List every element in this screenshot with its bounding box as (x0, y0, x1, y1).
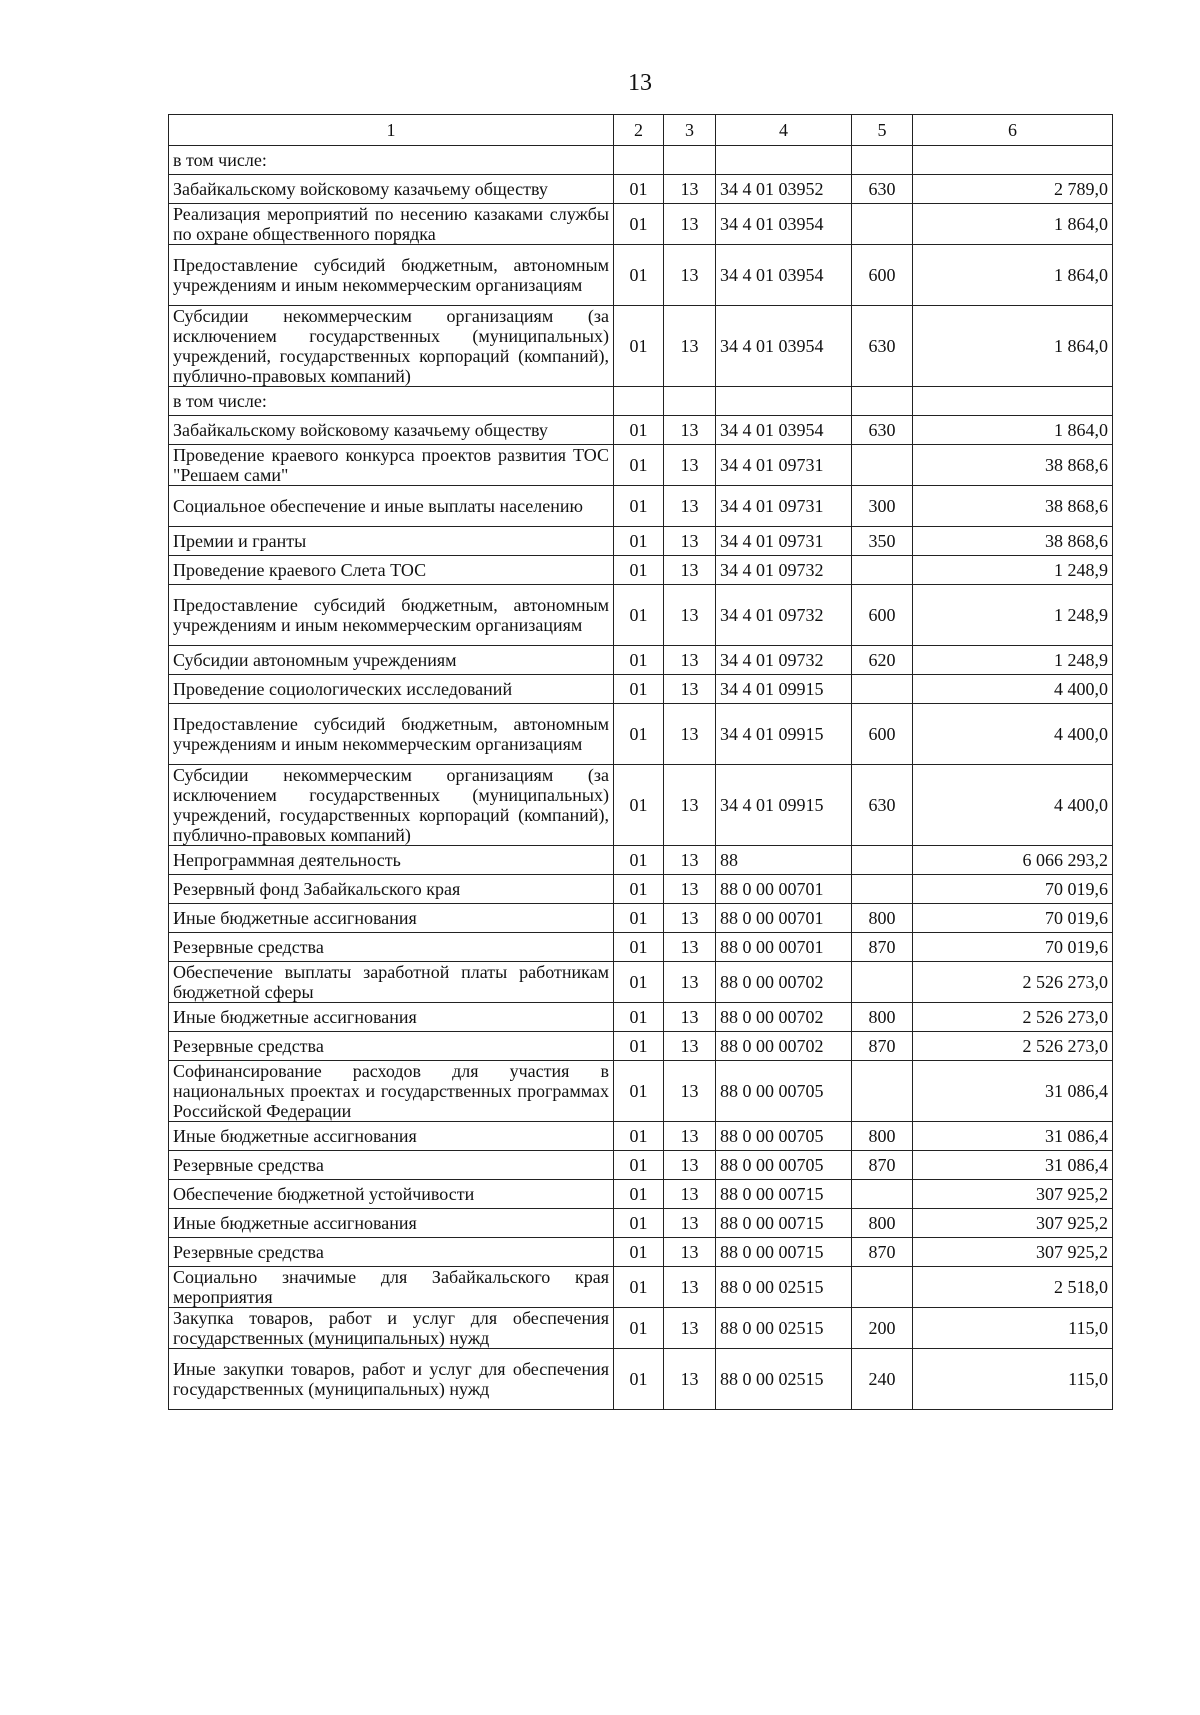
table-row (169, 846, 1113, 875)
table-row (169, 1032, 1113, 1061)
row-name-cell: Социальное обеспечение и иные выплаты населению (169, 486, 614, 527)
row-amount-cell: 31 086,4 (913, 1151, 1113, 1180)
row-section-cell: 01 (614, 1308, 664, 1349)
row-subsection-cell: 13 (664, 1122, 716, 1151)
table-row (169, 962, 1113, 1003)
row-subsection-cell: 13 (664, 486, 716, 527)
row-target-article-cell: 88 0 00 00705 (716, 1061, 852, 1122)
row-name-cell: в том числе: (169, 387, 614, 416)
row-expense-type-cell: 600 (852, 704, 913, 765)
row-expense-type-cell: 200 (852, 1308, 913, 1349)
table-row (169, 875, 1113, 904)
row-expense-type-cell (852, 387, 913, 416)
row-amount-cell: 2 789,0 (913, 175, 1113, 204)
header-col-1: 1 (169, 115, 614, 146)
row-name-cell: в том числе: (169, 146, 614, 175)
row-subsection-cell: 13 (664, 1267, 716, 1308)
table-row (169, 1122, 1113, 1151)
header-col-2: 2 (614, 115, 664, 146)
table-row (169, 1180, 1113, 1209)
row-target-article-cell: 34 4 01 09731 (716, 527, 852, 556)
row-subsection-cell: 13 (664, 1349, 716, 1410)
row-section-cell: 01 (614, 765, 664, 846)
row-amount-cell: 38 868,6 (913, 445, 1113, 486)
row-section-cell: 01 (614, 646, 664, 675)
header-col-4: 4 (716, 115, 852, 146)
row-expense-type-cell (852, 846, 913, 875)
row-amount-cell: 2 518,0 (913, 1267, 1113, 1308)
row-name-cell: Предоставление субсидий бюджетным, автономным учреждениям и иным некоммерческим организациям (169, 585, 614, 646)
row-target-article-cell: 88 0 00 00715 (716, 1180, 852, 1209)
row-name-cell: Резервный фонд Забайкальского края (169, 875, 614, 904)
row-section-cell: 01 (614, 675, 664, 704)
row-amount-cell: 2 526 273,0 (913, 962, 1113, 1003)
table-row (169, 675, 1113, 704)
row-target-article-cell: 88 0 00 00702 (716, 962, 852, 1003)
row-expense-type-cell (852, 556, 913, 585)
row-subsection-cell: 13 (664, 1061, 716, 1122)
row-name-cell: Закупка товаров, работ и услуг для обеспечения государственных (муниципальных) нужд (169, 1308, 614, 1349)
row-section-cell: 01 (614, 445, 664, 486)
row-expense-type-cell: 240 (852, 1349, 913, 1410)
row-section-cell: 01 (614, 1003, 664, 1032)
row-section-cell: 01 (614, 933, 664, 962)
row-subsection-cell: 13 (664, 416, 716, 445)
row-target-article-cell: 34 4 01 03954 (716, 416, 852, 445)
row-subsection-cell: 13 (664, 556, 716, 585)
row-amount-cell: 70 019,6 (913, 875, 1113, 904)
row-expense-type-cell (852, 675, 913, 704)
row-section-cell: 01 (614, 1122, 664, 1151)
row-target-article-cell: 88 0 00 00701 (716, 933, 852, 962)
table-row (169, 933, 1113, 962)
table-row (169, 204, 1113, 245)
row-section-cell: 01 (614, 416, 664, 445)
row-section-cell: 01 (614, 875, 664, 904)
row-expense-type-cell (852, 204, 913, 245)
row-amount-cell: 38 868,6 (913, 486, 1113, 527)
row-target-article-cell: 34 4 01 03954 (716, 306, 852, 387)
row-target-article-cell: 88 0 00 02515 (716, 1267, 852, 1308)
table-row (169, 904, 1113, 933)
table-row (169, 1349, 1113, 1410)
table-row (169, 245, 1113, 306)
row-subsection-cell: 13 (664, 875, 716, 904)
row-name-cell: Субсидии некоммерческим организациям (за исключением государственных (муниципальных) учреждений, государственных корпораций (компаний), публично-правовых компаний) (169, 765, 614, 846)
row-name-cell: Проведение социологических исследований (169, 675, 614, 704)
row-target-article-cell (716, 146, 852, 175)
table-row (169, 416, 1113, 445)
row-expense-type-cell (852, 1180, 913, 1209)
row-subsection-cell (664, 146, 716, 175)
row-name-cell: Иные бюджетные ассигнования (169, 1122, 614, 1151)
row-amount-cell: 1 864,0 (913, 416, 1113, 445)
row-subsection-cell: 13 (664, 704, 716, 765)
row-section-cell: 01 (614, 1180, 664, 1209)
row-section-cell: 01 (614, 904, 664, 933)
row-target-article-cell: 34 4 01 09732 (716, 585, 852, 646)
row-subsection-cell: 13 (664, 1032, 716, 1061)
table-row (169, 556, 1113, 585)
row-target-article-cell: 34 4 01 09915 (716, 675, 852, 704)
row-amount-cell: 115,0 (913, 1308, 1113, 1349)
row-name-cell: Резервные средства (169, 933, 614, 962)
row-target-article-cell: 88 0 00 00715 (716, 1209, 852, 1238)
row-section-cell: 01 (614, 306, 664, 387)
row-target-article-cell: 88 (716, 846, 852, 875)
row-section-cell: 01 (614, 175, 664, 204)
row-target-article-cell: 88 0 00 00715 (716, 1238, 852, 1267)
row-amount-cell: 307 925,2 (913, 1209, 1113, 1238)
row-subsection-cell: 13 (664, 245, 716, 306)
row-expense-type-cell: 620 (852, 646, 913, 675)
row-amount-cell: 70 019,6 (913, 904, 1113, 933)
row-expense-type-cell: 630 (852, 306, 913, 387)
row-expense-type-cell: 800 (852, 1209, 913, 1238)
row-subsection-cell: 13 (664, 306, 716, 387)
row-subsection-cell: 13 (664, 1003, 716, 1032)
table-row (169, 1209, 1113, 1238)
row-section-cell: 01 (614, 1209, 664, 1238)
table-header (169, 115, 1113, 146)
row-target-article-cell: 34 4 01 09732 (716, 556, 852, 585)
row-expense-type-cell: 870 (852, 1032, 913, 1061)
row-expense-type-cell: 630 (852, 175, 913, 204)
row-target-article-cell: 34 4 01 09731 (716, 445, 852, 486)
row-amount-cell: 38 868,6 (913, 527, 1113, 556)
row-subsection-cell: 13 (664, 846, 716, 875)
table-row (169, 704, 1113, 765)
row-expense-type-cell: 350 (852, 527, 913, 556)
table-row (169, 1003, 1113, 1032)
row-expense-type-cell (852, 962, 913, 1003)
row-expense-type-cell: 600 (852, 585, 913, 646)
row-section-cell: 01 (614, 1151, 664, 1180)
table-row (169, 306, 1113, 387)
budget-table (168, 114, 1113, 1410)
row-subsection-cell: 13 (664, 1308, 716, 1349)
row-name-cell: Иные бюджетные ассигнования (169, 1003, 614, 1032)
row-amount-cell: 115,0 (913, 1349, 1113, 1410)
row-subsection-cell: 13 (664, 904, 716, 933)
row-amount-cell: 1 248,9 (913, 585, 1113, 646)
row-amount-cell (913, 146, 1113, 175)
row-target-article-cell: 34 4 01 09915 (716, 765, 852, 846)
row-amount-cell (913, 387, 1113, 416)
row-amount-cell: 1 248,9 (913, 556, 1113, 585)
header-col-5: 5 (852, 115, 913, 146)
row-subsection-cell: 13 (664, 1180, 716, 1209)
table-body (169, 146, 1113, 1410)
row-expense-type-cell (852, 875, 913, 904)
row-target-article-cell: 88 0 00 00702 (716, 1003, 852, 1032)
row-amount-cell: 1 864,0 (913, 204, 1113, 245)
row-expense-type-cell: 870 (852, 1151, 913, 1180)
row-amount-cell: 31 086,4 (913, 1061, 1113, 1122)
row-name-cell: Резервные средства (169, 1238, 614, 1267)
table-row (169, 146, 1113, 175)
table-row (169, 175, 1113, 204)
row-amount-cell: 1 248,9 (913, 646, 1113, 675)
row-target-article-cell: 88 0 00 02515 (716, 1349, 852, 1410)
row-name-cell: Субсидии некоммерческим организациям (за исключением государственных (муниципальных) учреждений, государственных корпораций (компаний), публично-правовых компаний) (169, 306, 614, 387)
row-name-cell: Софинансирование расходов для участия в национальных проектах и государственных программах Российской Федерации (169, 1061, 614, 1122)
row-section-cell: 01 (614, 846, 664, 875)
row-section-cell: 01 (614, 527, 664, 556)
row-subsection-cell: 13 (664, 1209, 716, 1238)
page-number: 13 (628, 70, 652, 96)
row-expense-type-cell: 800 (852, 1003, 913, 1032)
row-section-cell (614, 146, 664, 175)
table-row (169, 445, 1113, 486)
row-subsection-cell: 13 (664, 675, 716, 704)
row-target-article-cell: 34 4 01 03952 (716, 175, 852, 204)
row-amount-cell: 307 925,2 (913, 1180, 1113, 1209)
row-target-article-cell: 88 0 00 00702 (716, 1032, 852, 1061)
row-target-article-cell: 88 0 00 00705 (716, 1122, 852, 1151)
row-subsection-cell: 13 (664, 175, 716, 204)
row-name-cell: Субсидии автономным учреждениям (169, 646, 614, 675)
row-expense-type-cell: 800 (852, 1122, 913, 1151)
row-expense-type-cell: 800 (852, 904, 913, 933)
row-expense-type-cell (852, 1267, 913, 1308)
row-name-cell: Резервные средства (169, 1032, 614, 1061)
row-amount-cell: 6 066 293,2 (913, 846, 1113, 875)
row-name-cell: Резервные средства (169, 1151, 614, 1180)
row-target-article-cell: 34 4 01 03954 (716, 245, 852, 306)
row-subsection-cell (664, 387, 716, 416)
row-expense-type-cell: 300 (852, 486, 913, 527)
row-section-cell: 01 (614, 585, 664, 646)
row-subsection-cell: 13 (664, 445, 716, 486)
table-row (169, 1267, 1113, 1308)
table-row (169, 486, 1113, 527)
row-name-cell: Иные бюджетные ассигнования (169, 1209, 614, 1238)
row-subsection-cell: 13 (664, 1151, 716, 1180)
row-section-cell: 01 (614, 204, 664, 245)
row-section-cell: 01 (614, 1349, 664, 1410)
row-name-cell: Обеспечение выплаты заработной платы работникам бюджетной сферы (169, 962, 614, 1003)
row-target-article-cell: 34 4 01 09732 (716, 646, 852, 675)
row-section-cell: 01 (614, 704, 664, 765)
row-section-cell: 01 (614, 245, 664, 306)
row-amount-cell: 31 086,4 (913, 1122, 1113, 1151)
table-row (169, 1061, 1113, 1122)
row-subsection-cell: 13 (664, 933, 716, 962)
row-subsection-cell: 13 (664, 585, 716, 646)
row-amount-cell: 4 400,0 (913, 704, 1113, 765)
table-row (169, 1238, 1113, 1267)
row-amount-cell: 307 925,2 (913, 1238, 1113, 1267)
table-row (169, 1308, 1113, 1349)
row-name-cell: Проведение краевого конкурса проектов развития ТОС "Решаем сами" (169, 445, 614, 486)
table-row (169, 765, 1113, 846)
row-target-article-cell: 88 0 00 00701 (716, 875, 852, 904)
row-section-cell: 01 (614, 1267, 664, 1308)
row-amount-cell: 4 400,0 (913, 675, 1113, 704)
table-row (169, 646, 1113, 675)
row-subsection-cell: 13 (664, 1238, 716, 1267)
row-name-cell: Предоставление субсидий бюджетным, автономным учреждениям и иным некоммерческим организациям (169, 245, 614, 306)
table-row (169, 1151, 1113, 1180)
row-amount-cell: 2 526 273,0 (913, 1003, 1113, 1032)
row-section-cell: 01 (614, 1032, 664, 1061)
row-name-cell: Премии и гранты (169, 527, 614, 556)
row-amount-cell: 2 526 273,0 (913, 1032, 1113, 1061)
row-target-article-cell: 88 0 00 00705 (716, 1151, 852, 1180)
row-amount-cell: 1 864,0 (913, 245, 1113, 306)
row-section-cell (614, 387, 664, 416)
row-name-cell: Реализация мероприятий по несению казаками службы по охране общественного порядка (169, 204, 614, 245)
row-name-cell: Непрограммная деятельность (169, 846, 614, 875)
row-name-cell: Обеспечение бюджетной устойчивости (169, 1180, 614, 1209)
row-target-article-cell: 34 4 01 09731 (716, 486, 852, 527)
row-name-cell: Забайкальскому войсковому казачьему обществу (169, 416, 614, 445)
row-subsection-cell: 13 (664, 962, 716, 1003)
table-row (169, 527, 1113, 556)
row-target-article-cell: 88 0 00 02515 (716, 1308, 852, 1349)
row-expense-type-cell (852, 1061, 913, 1122)
row-name-cell: Иные бюджетные ассигнования (169, 904, 614, 933)
row-name-cell: Иные закупки товаров, работ и услуг для обеспечения государственных (муниципальных) нужд (169, 1349, 614, 1410)
row-name-cell: Социально значимые для Забайкальского края мероприятия (169, 1267, 614, 1308)
row-name-cell: Забайкальскому войсковому казачьему обществу (169, 175, 614, 204)
row-subsection-cell: 13 (664, 646, 716, 675)
row-subsection-cell: 13 (664, 765, 716, 846)
row-name-cell: Проведение краевого Слета ТОС (169, 556, 614, 585)
row-name-cell: Предоставление субсидий бюджетным, автономным учреждениям и иным некоммерческим организациям (169, 704, 614, 765)
header-col-6: 6 (913, 115, 1113, 146)
row-subsection-cell: 13 (664, 527, 716, 556)
row-amount-cell: 4 400,0 (913, 765, 1113, 846)
row-target-article-cell: 88 0 00 00701 (716, 904, 852, 933)
row-expense-type-cell: 600 (852, 245, 913, 306)
row-expense-type-cell: 630 (852, 765, 913, 846)
row-expense-type-cell (852, 146, 913, 175)
row-section-cell: 01 (614, 962, 664, 1003)
row-section-cell: 01 (614, 486, 664, 527)
row-expense-type-cell (852, 445, 913, 486)
header-col-3: 3 (664, 115, 716, 146)
row-expense-type-cell: 870 (852, 1238, 913, 1267)
row-amount-cell: 70 019,6 (913, 933, 1113, 962)
row-target-article-cell (716, 387, 852, 416)
row-section-cell: 01 (614, 1061, 664, 1122)
row-expense-type-cell: 630 (852, 416, 913, 445)
row-section-cell: 01 (614, 556, 664, 585)
table-row (169, 387, 1113, 416)
row-subsection-cell: 13 (664, 204, 716, 245)
row-expense-type-cell: 870 (852, 933, 913, 962)
row-target-article-cell: 34 4 01 09915 (716, 704, 852, 765)
row-amount-cell: 1 864,0 (913, 306, 1113, 387)
table-row (169, 585, 1113, 646)
row-target-article-cell: 34 4 01 03954 (716, 204, 852, 245)
row-section-cell: 01 (614, 1238, 664, 1267)
